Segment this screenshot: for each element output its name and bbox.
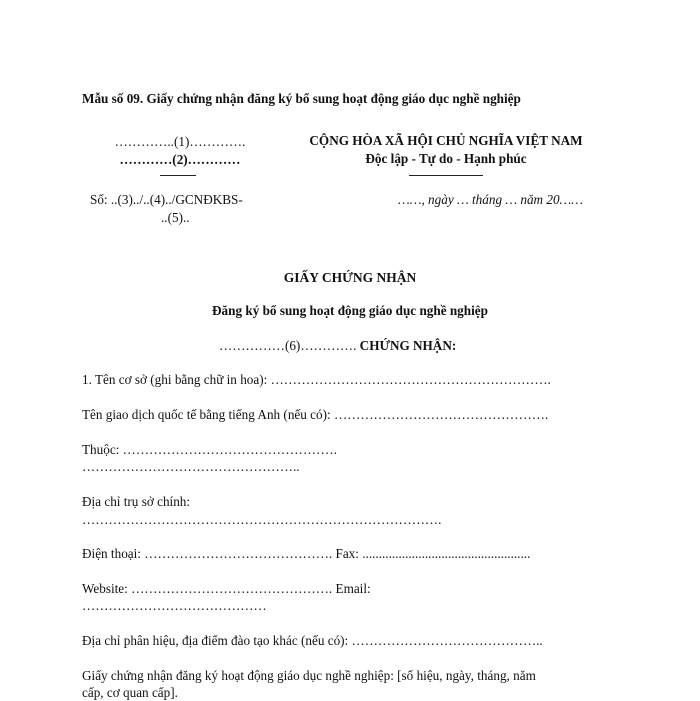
certificate-subtitle: Đăng ký bổ sung hoạt động giáo dục nghề nghiệp <box>212 303 488 318</box>
right-header-rule <box>409 175 483 176</box>
document-number: Số: ..(3)../..(4)../GCNĐKBS- <box>90 192 243 207</box>
date-line: ……, ngày … tháng … năm 20…… <box>398 192 584 207</box>
certifier-label: CHỨNG NHẬN: <box>359 338 457 353</box>
form-title: Mẫu số 09. Giấy chứng nhận đăng ký bổ sung hoạt động giáo dục nghề nghiệp <box>82 91 521 106</box>
left-header-rule <box>160 175 196 176</box>
branch-address-field: Địa chỉ phân hiệu, địa điểm đào tạo khác (nếu có): …………………………………….. <box>82 633 543 648</box>
head-office-label: Địa chỉ trụ sở chính: <box>82 494 191 509</box>
certificate-title: GIẤY CHỨNG NHẬN <box>283 270 417 285</box>
head-office-dots: ………………………………………………………………………. <box>82 512 442 527</box>
facility-name-field: 1. Tên cơ sở (ghi bằng chữ in hoa): ………………………………………………………. <box>82 372 551 387</box>
registration-certificate-field: Giấy chứng nhận đăng ký hoạt động giáo dục nghề nghiệp: [số hiệu, ngày, tháng, năm <box>82 668 536 683</box>
affiliation-field: Thuộc: …………………………………………. <box>82 442 337 457</box>
website-email-field: Website: ………………………………………. Email: <box>82 581 371 596</box>
certifier-line <box>219 338 456 354</box>
issuing-unit-line: …………(2)………… <box>119 152 241 167</box>
national-motto: Độc lập - Tự do - Hạnh phúc <box>365 151 527 166</box>
affiliation-continuation: ………………………………………….. <box>82 459 300 474</box>
issuing-authority-line: …………..(1)…………. <box>114 134 246 149</box>
certifier-placeholder: ……………(6)…………. <box>219 338 357 353</box>
international-name-field: Tên giao dịch quốc tế bằng tiếng Anh (nếu có): …………………………………………. <box>82 407 549 422</box>
email-continuation: …………………………………… <box>82 598 267 613</box>
country-name: CỘNG HÒA XÃ HỘI CHỦ NGHĨA VIỆT NAM <box>309 133 583 148</box>
document-number-suffix: ..(5).. <box>161 210 190 225</box>
phone-fax-field: Điện thoại: ……………………………………. Fax: ................................................... <box>82 546 531 561</box>
registration-certificate-continuation: cấp, cơ quan cấp]. <box>82 685 178 700</box>
